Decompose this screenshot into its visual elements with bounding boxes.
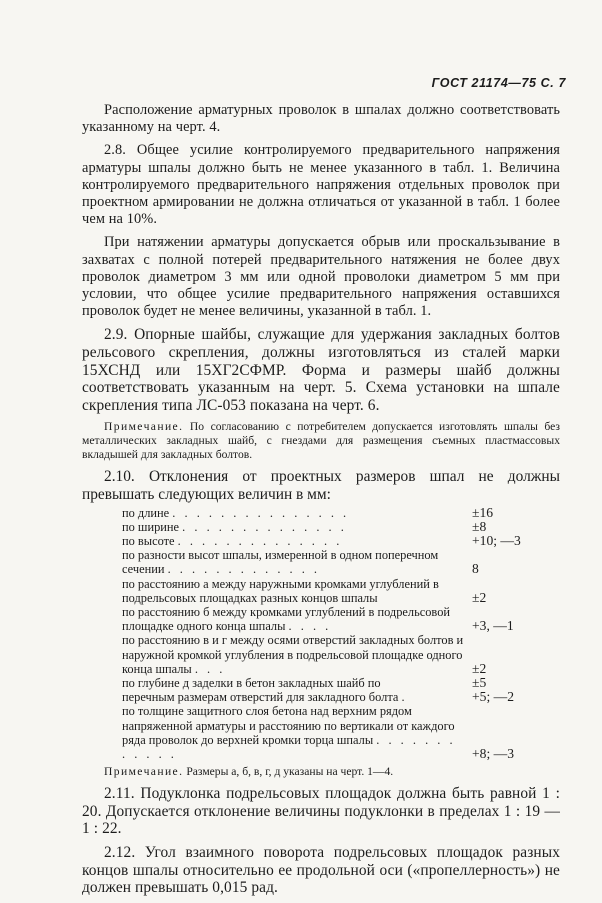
note-text: По согласованию с потребителем допускается изготовлять шпалы без металлических закладных шайб, с гнездами для размещения съемных пластмассовых вкладышей для закладных болтов. [82, 420, 561, 462]
note-dimensions [82, 765, 560, 779]
paragraph-tension: При натяжении арматуры допускается обрыв или проскальзывание в захватах с полной потерей предварительного натяжения не более двух проволок диаметром 3 мм или одной проволоки диаметром 5 мм при условии, что общее усилие предварительного напряжения оставшихся проволок будет не менее величины, указанной в табл. 1. [82, 234, 560, 320]
deviation-label-text: по толщине защитного слоя бетона над верхним рядом напряженной арматуры и расстоянию по вертикали от каждого ряда проволок до верхней кромки торца шпалы [122, 704, 455, 747]
leader-dots: . . . . . . . . . . . . . . [182, 519, 347, 534]
note-washers [82, 420, 560, 462]
paragraph-2-8: 2.8. Общее усилие контролируемого предварительного напряжения арматуры шпалы должно быть не менее указанного в табл. 1. Величина контролируемого предварительного напряжения отдельных проволок при проектном армировании не должна отличаться от указанной в табл. 1 более чем на 10%. [82, 142, 560, 228]
paragraph-2-10: 2.10. Отклонения от проектных размеров шпал не должны превышать следующих величин в мм: [82, 468, 560, 503]
note-text: Размеры а, б, в, г, д указаны на черт. 1—4. [186, 765, 394, 779]
deviation-value: +8; —3 [472, 746, 515, 762]
deviation-label-text: по расстоянию а между наружными кромками углублений в подрельсовых площадках разных концов шпалы [122, 576, 439, 605]
deviation-value: ±2 [472, 589, 487, 605]
paragraph-2-9: 2.9. Опорные шайбы, служащие для удержания закладных болтов рельсового скрепления, должны изготовляться из сталей марки 15ХСНД или 15ХГ2СФМР. Форма и размеры шайб должны соответствовать указанным на черт. 5. Схема установки на шпале скрепления типа ЛС-053 показана на черт. 6. [82, 326, 560, 414]
page-header: ГОСТ 21174—75 С. 7 [431, 76, 566, 90]
deviation-value: ±2 [472, 660, 487, 676]
deviation-label [122, 676, 466, 690]
note-label: Примечание. [104, 765, 184, 779]
deviation-label [122, 506, 466, 520]
deviation-label [122, 577, 466, 605]
deviation-label [122, 548, 466, 576]
document-body [82, 102, 560, 903]
deviation-label-text: перечным размерам отверстий для закладного болта [122, 690, 399, 705]
deviation-label [122, 690, 466, 704]
leader-dots: . . . . . . . . . . . . . . . [172, 505, 350, 520]
deviation-row [122, 690, 558, 704]
deviation-row [122, 534, 558, 548]
deviation-row [122, 577, 558, 605]
deviation-value: ±16 [472, 504, 494, 520]
deviation-row [122, 704, 558, 761]
leader-dots: . . . [194, 661, 226, 676]
paragraph-arrangement: Расположение арматурных проволок в шпалах должно соответствовать указанному на черт. 4. [82, 102, 560, 136]
deviation-label [122, 534, 466, 548]
deviation-row [122, 676, 558, 690]
deviation-row [122, 506, 558, 520]
deviations-table [122, 506, 558, 762]
deviation-label [122, 704, 466, 761]
deviation-label-text: по разности высот шпалы, измеренной в одном поперечном сечении [122, 548, 439, 577]
paragraph-2-12: 2.12. Угол взаимного поворота подрельсовых площадок разных концов шпалы относительно ее продольной оси («пропеллерность») не должен превышать 0,015 рад. [82, 844, 560, 897]
deviation-value: +10; —3 [472, 533, 521, 548]
deviation-value: ±8 [472, 518, 487, 534]
deviation-value: +5; —2 [472, 689, 515, 705]
deviation-label-text: по высоте [122, 534, 175, 548]
leader-dots: . . . . . . . . . . . . . . [177, 534, 343, 548]
paragraph-2-11: 2.11. Подуклонка подрельсовых площадок должна быть равной 1 : 20. Допускается отклонение величины подуклонки в пределах 1 : 19 — 1 : 22. [82, 785, 560, 838]
deviation-row [122, 520, 558, 534]
deviation-value: +3, —1 [472, 618, 514, 634]
deviation-label-text: по глубине д заделки в бетон закладных шайб по [122, 676, 381, 691]
deviation-label-text: по длине [122, 505, 170, 520]
deviation-row [122, 548, 558, 576]
deviation-label [122, 520, 466, 534]
deviation-value: 8 [472, 561, 479, 577]
note-label: Примечание. [104, 420, 184, 434]
deviation-label [122, 605, 466, 633]
deviation-row [122, 605, 558, 633]
deviation-label-text: по ширине [122, 519, 180, 534]
leader-dots: . . . . [288, 619, 332, 634]
leader-dots: . . . . . . . . . . . . . [167, 562, 321, 577]
leader-dots: . . . . . . . . . . . . [122, 732, 456, 762]
deviation-label-text: по расстоянию б между кромками углублений в подрельсовой площадке одного конца шпалы [122, 605, 451, 634]
deviation-label-text: по расстоянию в и г между осями отверстий закладных болтов и наружной кромкой углубления в подрельсовой площадке одного конца шпалы [122, 633, 464, 676]
leader-dots: . [401, 690, 408, 705]
deviation-row [122, 633, 558, 676]
deviation-label [122, 633, 466, 676]
deviation-value: ±5 [472, 675, 487, 691]
